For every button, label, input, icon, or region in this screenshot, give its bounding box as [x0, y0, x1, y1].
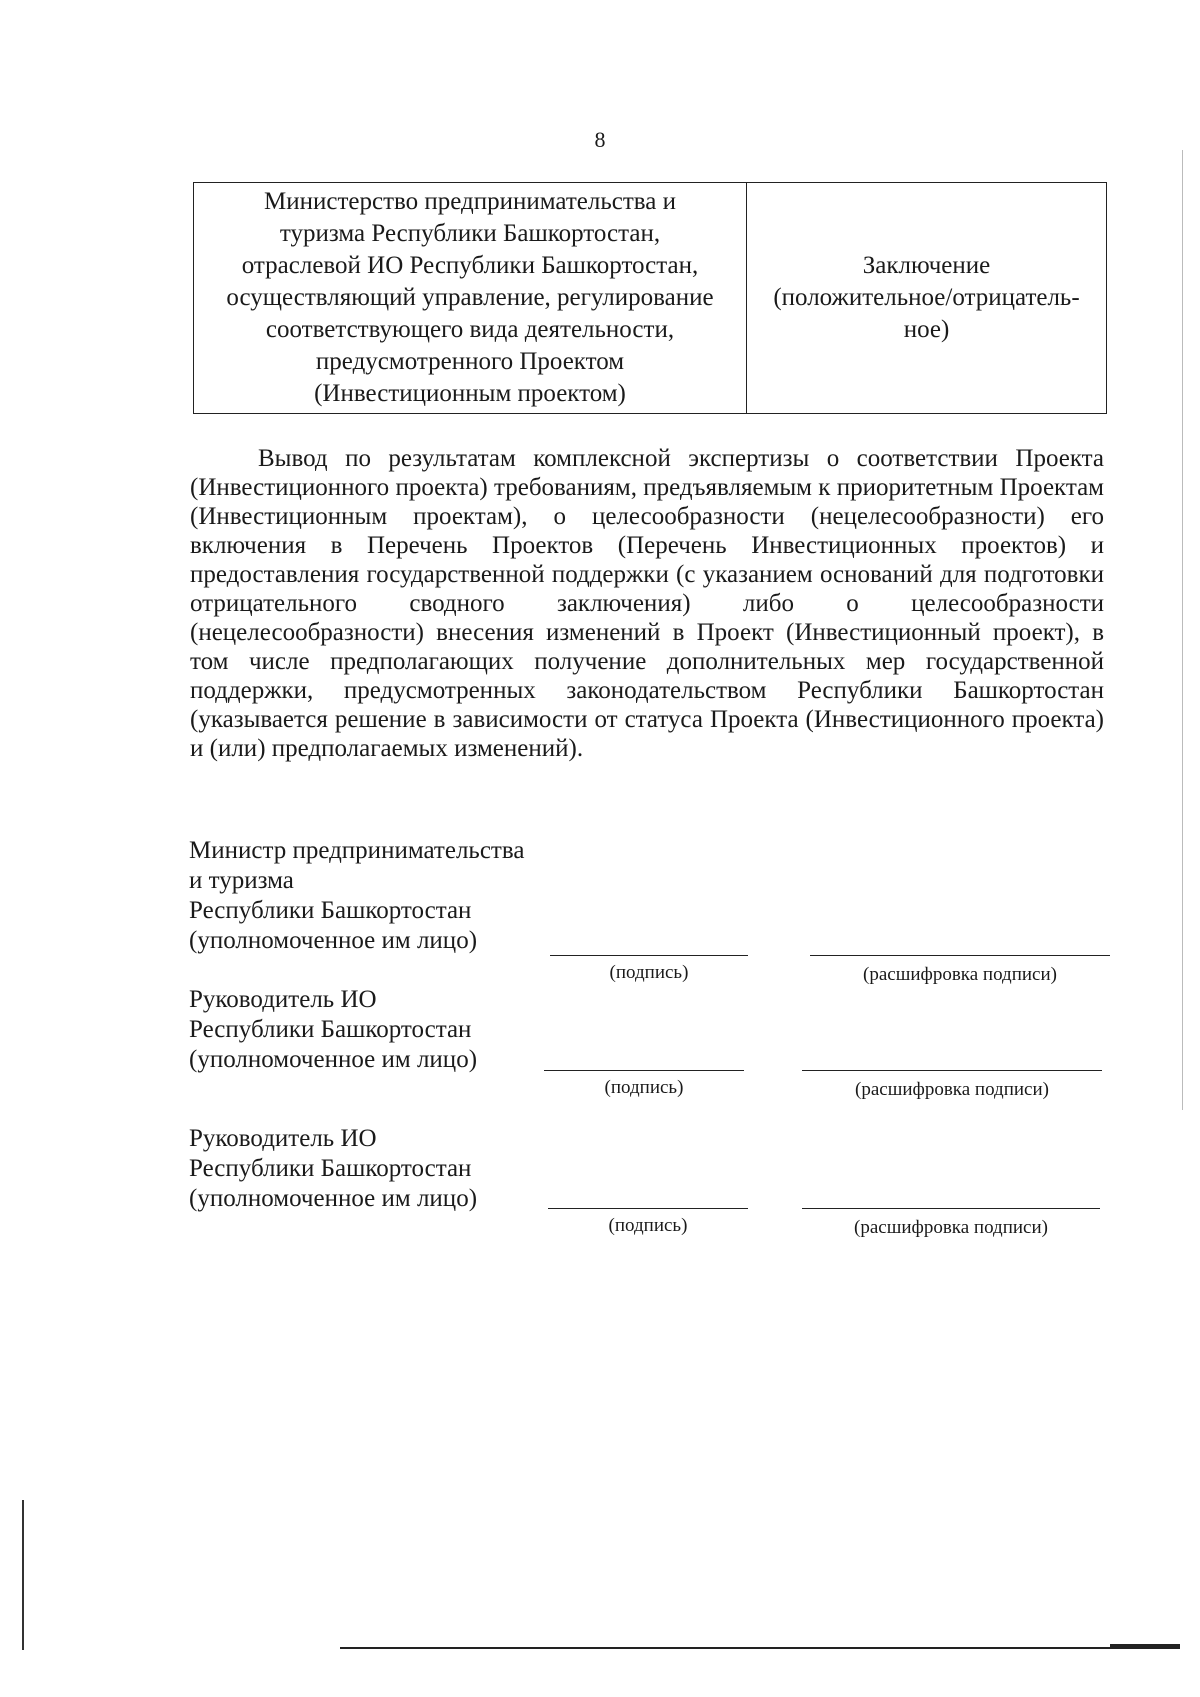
conclusion-table [193, 182, 1107, 414]
scan-bottom-rule-thick [1110, 1644, 1180, 1649]
conclusion-paragraph: Вывод по результатам комплексной экспертизы о соответствии Проекта (Инвестиционного проекта) требованиям, предъявляемым к приоритетным Проектам (Инвестиционным проектам), о целесообразности (нецелесообразности) его включения в Перечень Проектов (Перечень Инвестиционных проектов) и предоставления государственной поддержки (с указанием оснований для подготовки отрицательного сводного заключения) либо о целесообразности (нецелесообразности) внесения изменений в Проект (Инвестиционный проект), в том числе предполагающих получение дополнительных мер государственной поддержки, предусмотренных законодательством Республики Башкортостан (указывается решение в зависимости от статуса Проекта (Инвестиционного проекта) и (или) предполагаемых изменений). [190, 445, 1104, 762]
signature-decoding-caption: (расшифровка подписи) [863, 964, 1057, 985]
signature-decoding-line [802, 1208, 1100, 1209]
scan-bottom-rule [340, 1647, 1180, 1649]
table-cell-authority-text: Министерство предпринимательства и туризма Республики Башкортостан, отраслевой ИО Республики Башкортостан, осуществляющий управление, регулирование соответствующего вида деятельности, предусмотренного Проектом (Инвестиционным проектом) [226, 188, 714, 407]
signature-decoding-caption: (расшифровка подписи) [855, 1079, 1049, 1100]
signature-caption: (подпись) [604, 1077, 684, 1098]
page-number: 8 [594, 127, 606, 152]
signature-line [550, 955, 748, 956]
signature-decoding-caption: (расшифровка подписи) [854, 1217, 1048, 1238]
signature-caption: (подпись) [608, 1215, 688, 1236]
signature-line [544, 1070, 744, 1071]
signature-decoding-line [802, 1070, 1102, 1071]
scan-margin-mark [22, 1500, 24, 1650]
signature-block-head-1: Руководитель ИО Республики Башкортостан (уполномоченное им лицо) [189, 986, 478, 1073]
signature-line [548, 1208, 748, 1209]
signature-block-head-2: Руководитель ИО Республики Башкортостан (уполномоченное им лицо) [189, 1125, 478, 1212]
scan-edge-mark [1182, 150, 1183, 1110]
signature-decoding-line [810, 955, 1110, 956]
table-cell-conclusion [747, 183, 1106, 413]
signature-caption: (подпись) [609, 962, 689, 983]
table-cell-conclusion-text: Заключение (положительное/отрицатель- ное) [773, 252, 1080, 343]
signature-block-minister: Министр предпринимательства и туризма Республики Башкортостан (уполномоченное им лицо) [189, 837, 525, 954]
table-cell-authority [194, 183, 747, 413]
